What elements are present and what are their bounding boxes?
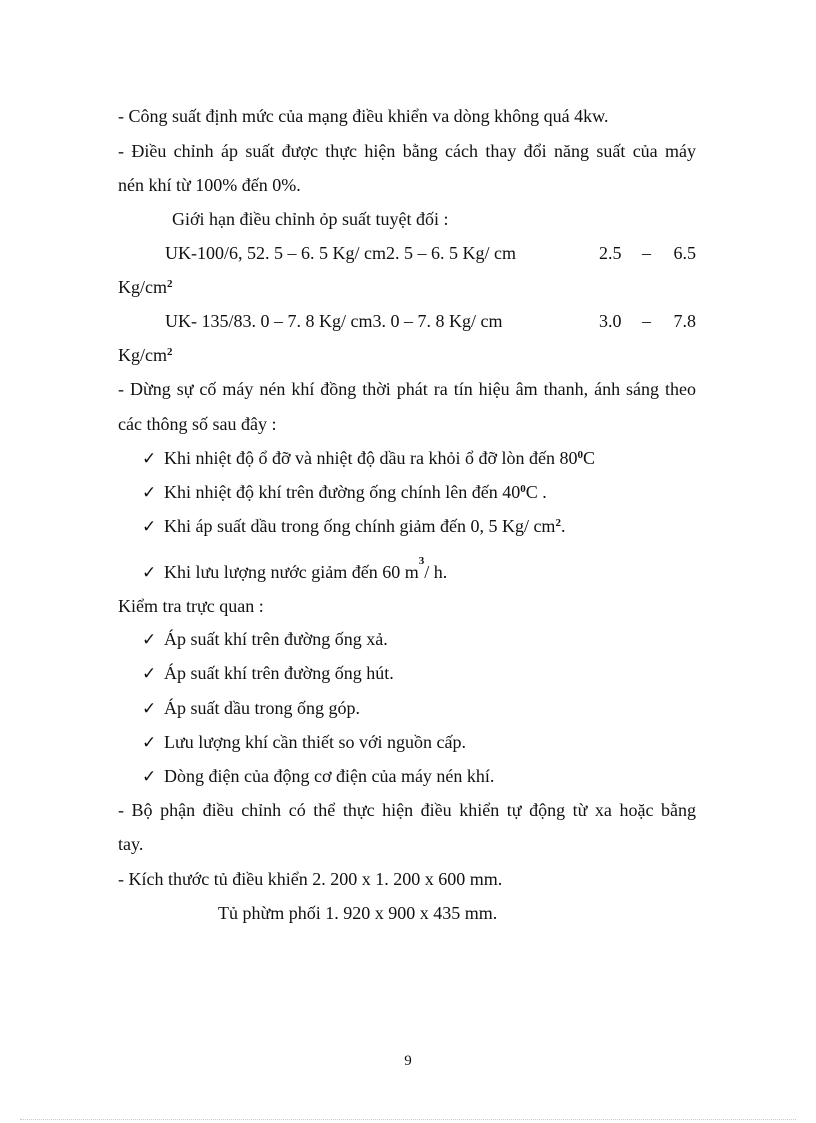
visual-inspection-title: Kiểm tra trực quan :: [118, 596, 264, 616]
text-line-compressor-range: nén khí từ 100% đến 0%.: [118, 175, 301, 195]
check-item-text-end: .: [560, 516, 566, 536]
check-item-oil-pressure: [142, 515, 565, 538]
checkmark-icon: ✓: [142, 517, 157, 537]
spec-row-dash: –: [642, 243, 651, 263]
unit-text: Kg/cm: [118, 277, 167, 297]
text-line-emergency-stop: - Dừng sự cố máy nén khí đồng thời phát ra tín hiệu âm thanh, ánh sáng theo: [118, 379, 696, 399]
check-item-water-flow: [142, 555, 448, 584]
superscript: 3: [418, 555, 425, 567]
check-item-text: Khi nhiệt độ khí trên đường ống chính lên đến 40: [164, 482, 521, 502]
check-item-text-end: C .: [525, 482, 547, 502]
unit-superscript: 2: [167, 278, 173, 290]
checkmark-icon: ✓: [142, 699, 157, 719]
check-item-bearing-temp: [142, 447, 595, 470]
text-line-manual: tay.: [118, 834, 144, 854]
checkmark-icon: ✓: [142, 449, 157, 469]
check-item-text: Khi áp suất dầu trong ống chính giảm đến 0, 5 Kg/ cm: [164, 516, 556, 536]
spec-row-dash: –: [642, 311, 651, 331]
superscript: 2: [555, 517, 561, 529]
text-line-power-rating: - Công suất định mức của mạng điều khiển va dòng không quá 4kw.: [118, 106, 609, 126]
check-item-text: Khi nhiệt độ ổ đỡ và nhiệt độ dầu ra khỏi ổ đỡ lòn đến 80: [164, 448, 578, 468]
spec-row-label: UK-100/6, 52. 5 – 6. 5 Kg/ cm2. 5 – 6. 5 Kg/ cm: [165, 243, 516, 263]
check-item-suction-pressure: [142, 662, 394, 685]
check-item-text: Dòng điện của động cơ điện của máy nén khí.: [164, 766, 495, 786]
check-item-text-end: C: [582, 448, 595, 468]
check-item-discharge-pressure: [142, 628, 388, 651]
text-line-parameters: các thông số sau đây :: [118, 414, 277, 434]
text-line-cabinet-size: - Kích thước tủ điều khiển 2. 200 x 1. 200 x 600 mm.: [118, 869, 503, 889]
spec-row-min: 3.0: [599, 311, 622, 331]
spec-row-unit: [118, 344, 173, 366]
spec-row-unit: [118, 276, 173, 298]
checkmark-icon: ✓: [142, 563, 157, 583]
page-number: 9: [404, 1053, 412, 1069]
text-line-distribution-size: Tủ phừm phối 1. 920 x 900 x 435 mm.: [218, 903, 498, 923]
text-line-pressure-control: - Điều chỉnh áp suất được thực hiện bằng cách thay đổi năng suất của máy: [118, 141, 696, 161]
spec-row-max: 7.8: [673, 311, 696, 331]
page-bottom-divider: [20, 1119, 796, 1120]
checkmark-icon: ✓: [142, 733, 157, 753]
checkmark-icon: ✓: [142, 630, 157, 650]
check-item-text: Áp suất khí trên đường ống hút.: [164, 663, 394, 683]
text-line-remote-control: - Bộ phận điều chỉnh có thể thực hiện điều khiển tự động từ xa hoặc bằng: [118, 800, 696, 820]
spec-row-label: UK- 135/83. 0 – 7. 8 Kg/ cm3. 0 – 7. 8 Kg/ cm: [165, 311, 503, 331]
check-item-gas-temp: [142, 481, 547, 504]
check-item-text: Áp suất khí trên đường ống xả.: [164, 629, 388, 649]
text-line-pressure-limit-title: Giới hạn điều chỉnh ỏp suất tuyệt đối :: [172, 209, 449, 229]
spec-row-max: 6.5: [673, 243, 696, 263]
spec-row-min: 2.5: [599, 243, 622, 263]
checkmark-icon: ✓: [142, 767, 157, 787]
check-item-text: Lưu lượng khí cần thiết so với nguồn cấp.: [164, 732, 467, 752]
check-item-motor-current: [142, 765, 494, 788]
checkmark-icon: ✓: [142, 483, 157, 503]
check-item-text: Khi lưu lượng nước giảm đến 60 m: [164, 562, 419, 582]
check-item-text: Áp suất dầu trong ống góp.: [164, 698, 360, 718]
superscript: 0: [520, 483, 526, 495]
check-item-text-end: / h.: [424, 562, 448, 582]
superscript: 0: [577, 449, 583, 461]
checkmark-icon: ✓: [142, 664, 157, 684]
unit-text: Kg/cm: [118, 345, 167, 365]
check-item-manifold-oil-pressure: [142, 697, 360, 720]
unit-superscript: 2: [167, 346, 173, 358]
check-item-gas-flow: [142, 731, 466, 754]
